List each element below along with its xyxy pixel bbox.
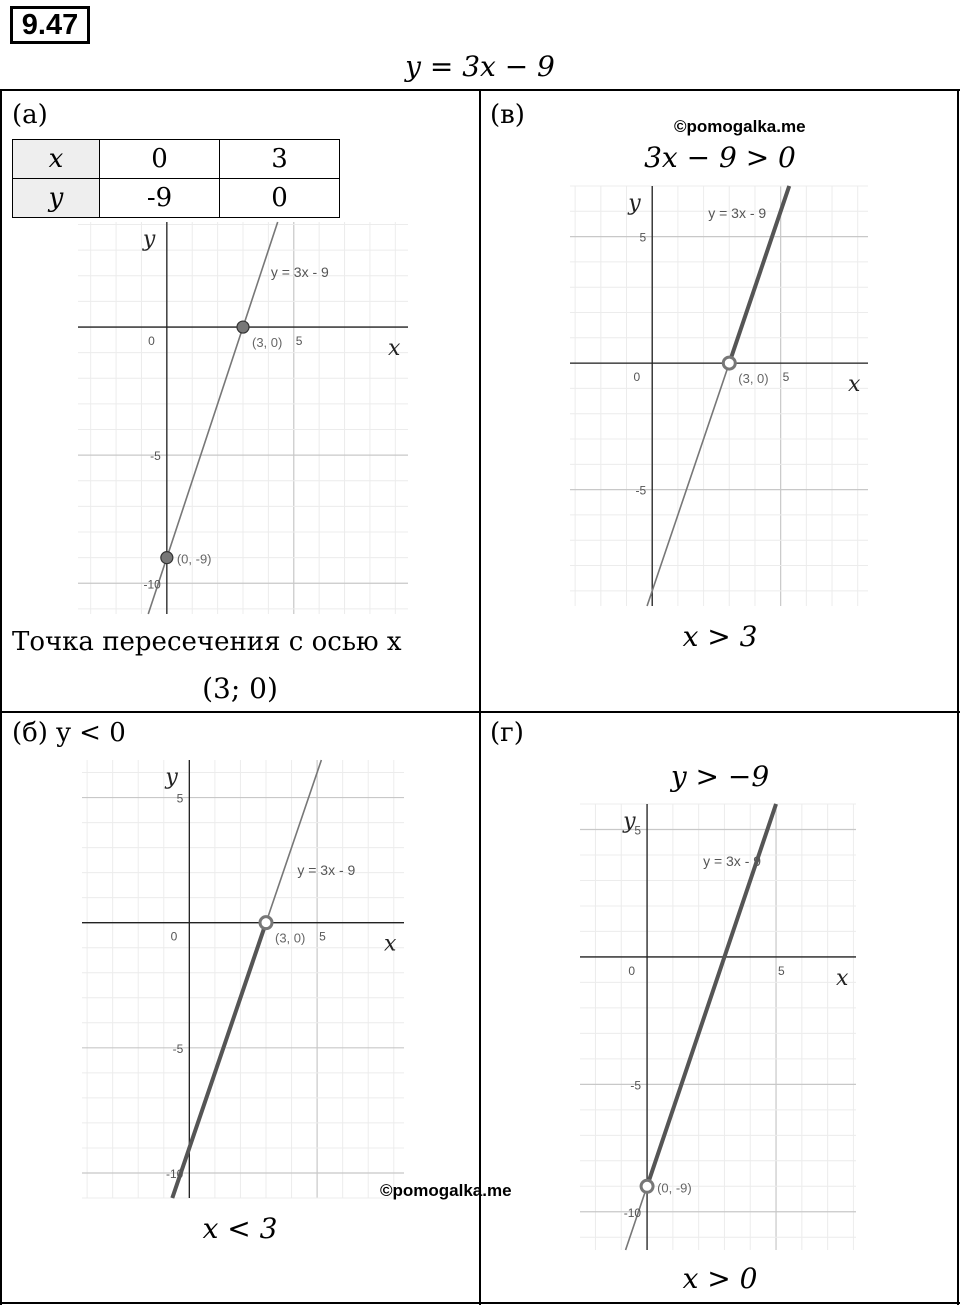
- tick-label: 5: [778, 963, 785, 978]
- tick-label: 5: [176, 791, 184, 806]
- graph-part-g: [580, 804, 856, 1250]
- point-label: (0, -9): [176, 551, 212, 567]
- tick-label: -10: [143, 577, 161, 592]
- frame-left: [0, 89, 2, 1305]
- point-label: (3, 0): [275, 930, 306, 946]
- tick-label: 5: [639, 230, 647, 245]
- point-label: (3, 0): [252, 335, 283, 351]
- part-a-caption: Точка пересечения с осью x: [12, 627, 402, 657]
- part-v-label: (в): [490, 100, 525, 130]
- part-v-answer: x > 3: [682, 620, 758, 653]
- part-a-label: (а): [12, 100, 48, 130]
- point-label: (0, -9): [657, 1180, 692, 1196]
- watermark-top: ©pomogalka.me: [674, 117, 806, 136]
- function-label: y = 3x - 9: [708, 205, 767, 221]
- graph-part-v: [570, 186, 868, 606]
- problem-number: 9.47: [10, 6, 90, 44]
- table-cell: 0: [100, 140, 220, 179]
- frame-middle-vertical: [479, 89, 481, 1305]
- tick-label: 5: [319, 929, 326, 944]
- tick-label: 5: [634, 823, 642, 838]
- table-cell: 3: [220, 140, 340, 179]
- function-label: y = 3x - 9: [297, 862, 356, 878]
- tick-label: -5: [630, 1078, 642, 1093]
- part-v-inequality: 3x − 9 > 0: [644, 141, 796, 174]
- main-equation: y = 3x − 9: [405, 50, 555, 83]
- point-label: (3, 0): [738, 371, 769, 387]
- origin-label: 0: [170, 929, 178, 944]
- tick-label: -10: [165, 1166, 184, 1181]
- axis-label-x: x: [384, 931, 397, 957]
- part-g-label: (г): [490, 718, 524, 748]
- graph-part-b: [82, 760, 404, 1198]
- table-cell: 0: [220, 179, 340, 218]
- table-row-x: [13, 140, 340, 179]
- function-label: y = 3x - 9: [703, 853, 762, 869]
- part-g-answer: x > 0: [682, 1262, 758, 1295]
- frame-right: [957, 89, 959, 1305]
- watermark-bottom: ©pomogalka.me: [380, 1181, 512, 1200]
- values-table: [12, 139, 340, 218]
- axis-label-x: x: [848, 372, 861, 398]
- axis-label-y: y: [628, 191, 641, 216]
- origin-label: 0: [633, 370, 641, 385]
- tick-label: 5: [782, 370, 790, 385]
- tick-label: -5: [150, 449, 161, 464]
- function-label: y = 3x - 9: [270, 264, 329, 280]
- point-marker: [237, 321, 249, 333]
- part-g-inequality: y > −9: [670, 760, 770, 793]
- tick-label: -5: [172, 1041, 184, 1056]
- point-marker: [260, 917, 272, 929]
- table-head-y: y: [13, 179, 100, 218]
- part-b-label: (б) y < 0: [12, 718, 126, 748]
- part-b-answer: x < 3: [202, 1212, 278, 1245]
- axis-label-x: x: [388, 336, 401, 362]
- tick-label: -10: [623, 1205, 642, 1220]
- axis-label-x: x: [836, 965, 849, 991]
- graph-part-a: [78, 222, 408, 614]
- table-cell: -9: [100, 179, 220, 218]
- table-head-x: x: [13, 140, 100, 179]
- part-a-answer: (3; 0): [202, 672, 278, 705]
- tick-label: 5: [295, 334, 303, 349]
- point-marker: [161, 552, 173, 564]
- axis-label-y: y: [142, 227, 156, 252]
- axis-label-y: y: [165, 765, 178, 790]
- point-marker: [641, 1180, 653, 1192]
- table-row-y: [13, 179, 340, 218]
- point-marker: [723, 357, 735, 369]
- axis-label-y: y: [623, 809, 636, 834]
- origin-label: 0: [628, 963, 636, 978]
- frame-middle-horizontal: [0, 711, 960, 713]
- highlighted-segment: [172, 923, 266, 1198]
- tick-label: -5: [635, 483, 647, 498]
- origin-label: 0: [148, 334, 155, 349]
